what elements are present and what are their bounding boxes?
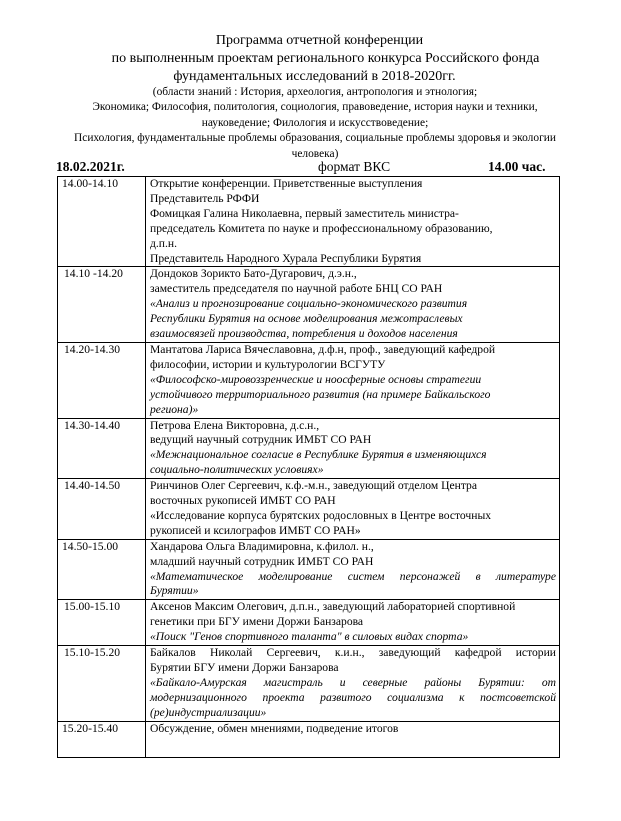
report-topic [150,630,556,645]
program-table [57,176,560,758]
report-topic [150,570,556,600]
session-content [146,539,560,600]
report-topic [150,676,556,721]
session-content [146,267,560,343]
program-row [58,539,560,600]
meeting-date: 18.02.2021г. [56,159,125,174]
content-line: Дондоков Зорикто Бато-Дугарович, д.э.н., [150,267,357,281]
topic-line: региона)» [150,402,199,416]
time-slot: 15.20-15.40 [58,721,146,757]
topic-line: Бурятии» [150,584,199,598]
topic-line: модернизационного проекта развитого социализма к постсоветской [150,690,556,704]
time-slot: 15.10-15.20 [58,646,146,722]
content-line: Мантатова Лариса Вячеславовна, д.ф.н, проф., заведующий кафедрой [150,342,496,356]
program-row [58,600,560,646]
speaker-info [150,646,556,676]
time-slot: 14.30-14.40 [58,418,146,479]
content-line: генетики при БГУ имени Доржи Банзарова [150,615,364,629]
content-line: рукописей и ксилографов ИМБТ СО РАН» [150,523,361,537]
title-line: Программа отчетной конференции [215,33,424,48]
speaker-info [150,177,556,266]
content-line: Петрова Елена Викторовна, д.с.н., [150,418,320,432]
meeting-meta [56,159,556,175]
content-line: восточных рукописей ИМБТ СО РАН [150,494,336,508]
speaker-info [150,419,556,449]
content-line: философии, истории и культурологии ВСГУТУ [150,357,386,371]
speaker-info [150,343,556,373]
area-line: Экономика; Философия, политология, социология, правоведение, история науки и техники, [92,101,538,114]
report-topic [150,448,556,478]
session-content [146,600,560,646]
program-row [58,177,560,267]
content-line: председатель Комитета по науке и профессиональному образованию, [150,221,493,235]
speaker-info [150,267,556,297]
content-line: Хандарова Ольга Владимировна, к.филол. н., [150,539,374,553]
title-line: по выполненным проектам регионального конкурса Российского фонда [111,51,540,66]
topic-line: «Анализ и прогнозирование социально-экономического развития [150,297,468,311]
content-line: Фомицкая Галина Николаевна, первый заместитель министра- [150,206,459,220]
knowledge-areas [30,85,600,162]
content-line: д.п.н. [150,236,178,250]
area-line: Психология, фундаментальные проблемы образования, социальные проблемы здоровья и экологии [74,132,556,145]
meeting-format: формат ВКС [318,159,391,174]
content-line: Байкалов Николай Сергеевич, к.и.н., заведующий кафедрой истории [150,646,556,660]
report-topic [150,373,556,418]
topic-line: (ре)индустриализации» [150,705,267,719]
session-content [146,418,560,479]
topic-line: «Философско-мировоззренческие и ноосферные основы стратегии [150,372,482,386]
topic-line: взаимосвязей производства, потребления и доходов населения [150,327,458,341]
content-line: ведущий научный сотрудник ИМБТ СО РАН [150,433,372,447]
area-line: науковедение; Филология и искусствоведение; [201,116,429,129]
session-content [146,646,560,722]
session-content [146,479,560,540]
time-slot: 14.10 -14.20 [58,267,146,343]
area-line: (области знаний : История, археология, антропология и этнология; [152,86,478,98]
time-slot: 14.40-14.50 [58,479,146,540]
content-line: заместитель председателя по научной работе БНЦ СО РАН [150,282,443,296]
row-spacer [150,737,556,757]
title-line: фундаментальных исследований в 2018-2020гг. [173,69,456,84]
content-line: Ринчинов Олег Сергеевич, к.ф.-м.н., заведующий отделом Центра [150,479,477,493]
session-content [146,721,560,757]
content-line: Открытие конференции. Приветственные выступления [150,177,423,190]
program-row [58,342,560,418]
content-line: младший научный сотрудник ИМБТ СО РАН [150,554,374,568]
session-content [146,177,560,267]
topic-line: «Межнациональное согласие в Республике Бурятия в изменяющихся [150,448,487,462]
topic-line: устойчивого территориального развития (на примере Байкальского [150,387,491,401]
content-line: «Исследование корпуса бурятских родословных в Центре восточных [150,508,492,522]
time-slot: 14.50-15.00 [58,539,146,600]
time-slot: 14.00-14.10 [58,177,146,267]
report-topic [150,297,556,342]
meeting-time: 14.00 час. [488,159,546,174]
content-line: Представитель РФФИ [150,191,260,205]
topic-line: социально-политических условиях» [150,463,324,477]
content-line: Бурятии БГУ имени Доржи Банзарова [150,661,339,674]
speaker-info [150,479,556,539]
speaker-info [150,540,556,570]
program-row [58,267,560,343]
topic-line: «Байкало-Амурская магистраль и северные районы Бурятии: от [150,675,556,689]
program-row [58,479,560,540]
topic-line: «Поиск "Генов спортивного таланта" в силовых видах спорта» [150,630,469,644]
session-content [146,342,560,418]
program-row [58,646,560,722]
time-slot: 14.20-14.30 [58,342,146,418]
content-line: Обсуждение, обмен мнениями, подведение итогов [150,721,399,735]
area-line: человека) [291,147,339,160]
content-line: Аксенов Максим Олегович, д.п.н., заведующий лабораторией спортивной [150,600,516,614]
topic-line: Республики Бурятия на основе моделирования межотраслевых [150,312,463,326]
content-line: Представитель Народного Хурала Республики Бурятия [150,251,422,265]
speaker-info [150,722,556,737]
speaker-info [150,600,556,630]
document-title [0,32,621,86]
program-row [58,418,560,479]
program-row [58,721,560,757]
time-slot: 15.00-15.10 [58,600,146,646]
topic-line: «Математическое моделирование систем персонажей в литературе [150,569,556,583]
